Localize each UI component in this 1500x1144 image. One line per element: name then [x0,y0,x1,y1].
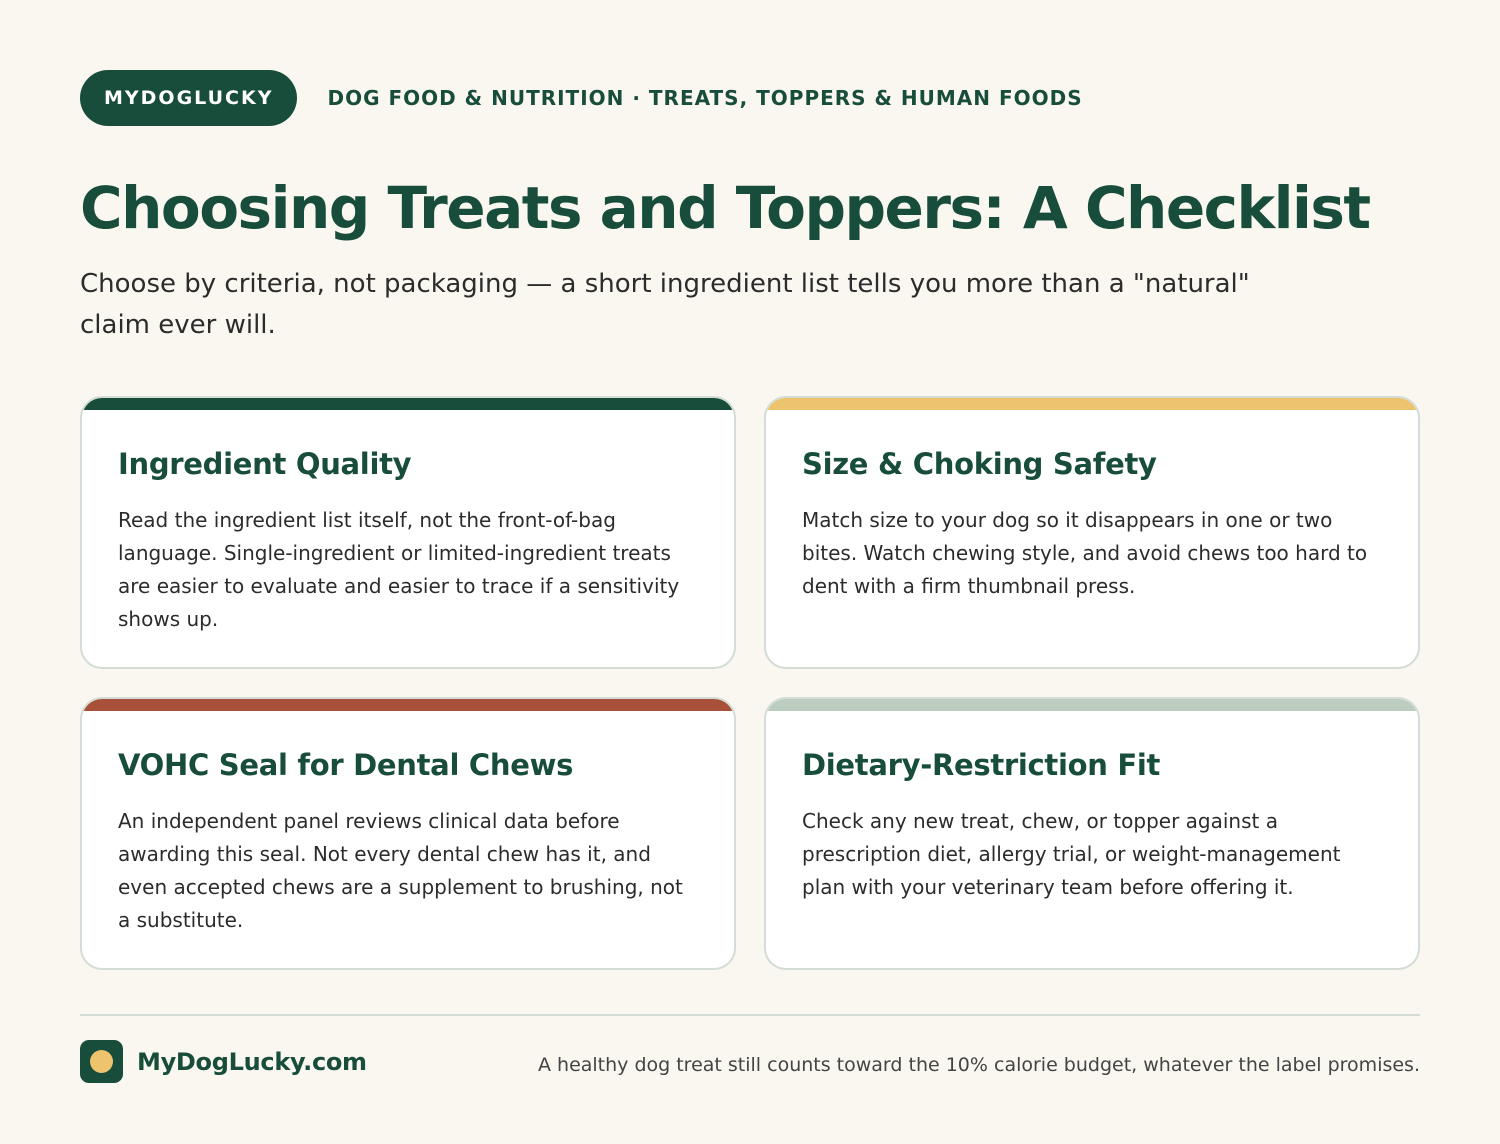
checklist-card-dietary-restriction-fit [764,697,1420,970]
footer-divider [80,1014,1420,1016]
brand-badge[interactable]: MYDOGLUCKY [80,70,297,126]
card-body: Check any new treat, chew, or topper against a prescription diet, allergy trial, or weight-management plan with your veterinary team before offering it. [802,809,1341,899]
card-accent-bar [82,398,734,410]
header [80,70,1083,126]
page-title: Choosing Treats and Toppers: A Checklist [80,174,1370,242]
breadcrumb: DOG FOOD & NUTRITION · TREATS, TOPPERS & HUMAN FOODS [327,86,1083,110]
card-title: VOHC Seal for Dental Chews [118,748,574,782]
checklist-card-vohc-seal [80,697,736,970]
card-accent-bar [82,699,734,711]
card-body: Read the ingredient list itself, not the front-of-bag language. Single-ingredient or limited-ingredient treats are easier to evaluate and easier to trace if a sensitivity shows up. [118,508,680,631]
checklist-grid [80,396,1420,970]
card-accent-bar [766,699,1418,711]
card-body: An independent panel reviews clinical data before awarding this seal. Not every dental chew has it, and even accepted chews are a supplement to brushing, not a substitute. [118,809,683,932]
card-title: Ingredient Quality [118,447,412,481]
logo-dot [90,1050,113,1073]
paw-dot-icon [80,1040,123,1083]
card-title: Dietary-Restriction Fit [802,748,1161,782]
card-body: Match size to your dog so it disappears in one or two bites. Watch chewing style, and avoid chews too hard to dent with a firm thumbnail press. [802,508,1368,598]
footer-note: A healthy dog treat still counts toward the 10% calorie budget, whatever the label promises. [537,1054,1420,1076]
card-accent-bar [766,398,1418,410]
footer-brand[interactable] [80,1040,367,1083]
footer-site-link[interactable]: MyDogLucky.com [137,1047,367,1076]
checklist-card-ingredient-quality [80,396,736,669]
page-subtitle: Choose by criteria, not packaging — a short ingredient list tells you more than a "natural" claim ever will. [80,269,1250,340]
checklist-card-size-choking-safety [764,396,1420,669]
card-title: Size & Choking Safety [802,447,1157,481]
